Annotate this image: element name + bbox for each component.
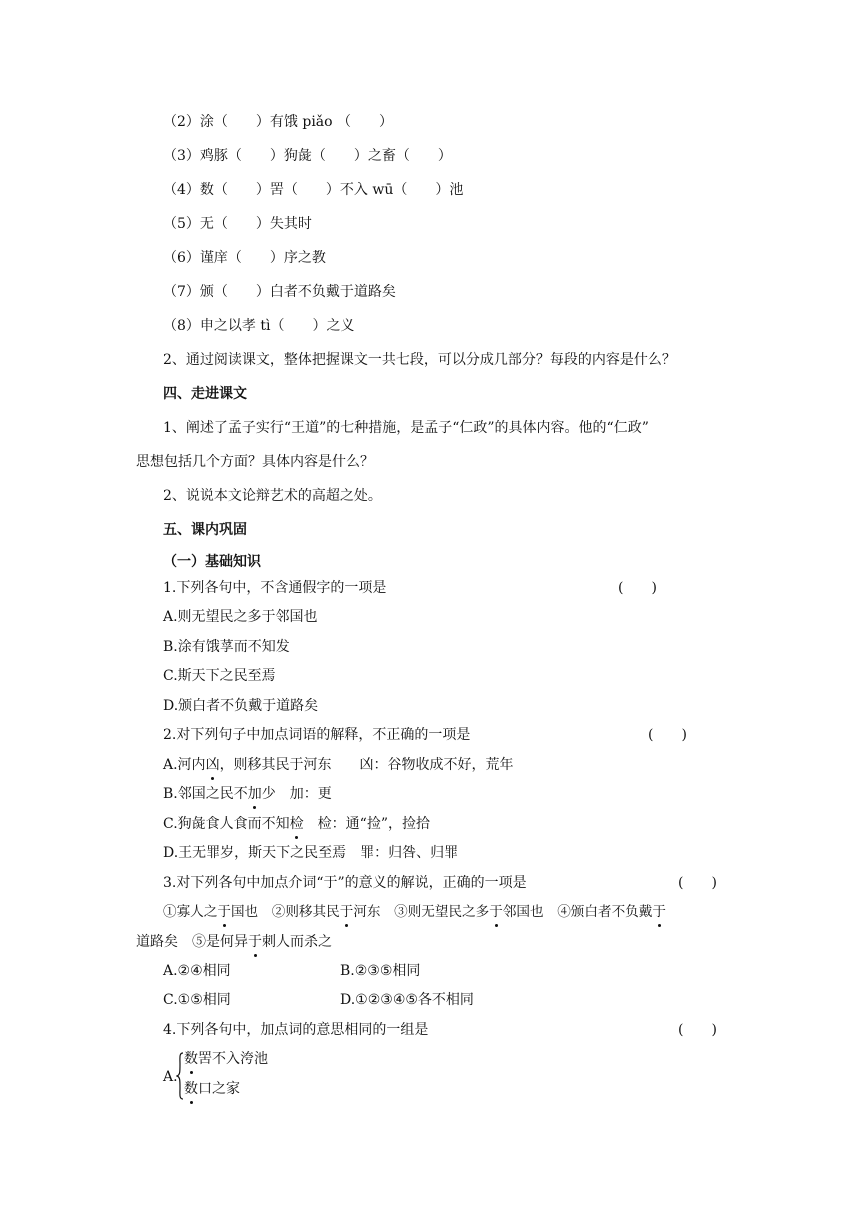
q3-answer-blank: ( ) (678, 875, 717, 891)
q4-bottom-rest: 口之家 (198, 1081, 240, 1097)
q3-stem: 3.对下列各句中加点介词“于”的意义的解说，正确的一项是 (163, 875, 527, 891)
q3-option-c: C.①⑤相同 (163, 992, 231, 1008)
q3-s2-dotted-yu: 于 (339, 904, 354, 920)
q3-sentences-line1 (163, 902, 666, 922)
q2-a-post: ，则移其民于河东 凶：谷物收成不好，荒年 (219, 757, 514, 773)
q3-s3-dotted-yu: 于 (489, 904, 503, 920)
q1-option-b: B.涂有饿莩而不知发 (163, 639, 290, 655)
q3-l2-c: 刺人而杀之 (262, 934, 332, 950)
q4-brace-icon (176, 1052, 184, 1100)
structure-question: 2、通过阅读课文，整体把握课文一共七段，可以分成几部分？每段的内容是什么？ (163, 352, 676, 368)
vocab-item-7: （7）颁（ ）白者不负戴于道路矣 (163, 284, 396, 300)
q2-answer-blank: ( ) (648, 727, 687, 743)
q3-s2-a: 国也 ②则移其民 (230, 904, 340, 920)
q2-option-d: D.王无罪岁，斯天下之民至焉 罪：归咎、归罪 (163, 845, 459, 861)
q4-top-rest: 罟不入洿池 (198, 1051, 268, 1067)
q1-stem: 1.下列各句中，不含通假字的一项是 (163, 580, 387, 596)
q2-c-post: 检：通“捡”，捡拾 (303, 816, 430, 832)
q1-option-c: C.斯天下之民至焉 (163, 668, 276, 684)
vocab-item-5: （5）无（ ）失其时 (163, 216, 312, 232)
q3-s1-dotted-yu: 于 (217, 904, 231, 920)
vocab-item-3: （3）鸡豚（ ）狗彘（ ）之畜（ ） (163, 148, 452, 164)
section-4-q1-line1: 1、阐述了孟子实行“王道”的七种措施，是孟子“仁政”的具体内容。他的“仁政” (163, 420, 649, 436)
q3-s5-dotted-yu: 于 (248, 934, 262, 950)
section-4-title: 四、走进课文 (163, 386, 247, 402)
q4-option-a-top (184, 1049, 268, 1069)
q2-stem: 2.对下列句子中加点词语的解释，不正确的一项是 (163, 727, 471, 743)
q2-b-pre: B.邻国之民不 (163, 786, 248, 802)
q3-s1-a: ①寡人之 (163, 904, 218, 920)
q3-sentences-line2 (136, 932, 332, 952)
section-4-q2: 2、说说本文论辩艺术的高超之处。 (163, 488, 382, 504)
q4-bottom-dotted-word: 数 (184, 1081, 198, 1097)
section-5-subtitle: （一）基础知识 (163, 554, 261, 570)
q1-option-d: D.颁白者不负戴于道路矣 (163, 698, 319, 714)
q2-option-b (163, 784, 332, 804)
vocab-item-4: （4）数（ ）罟（ ）不入 wū（ ）池 (163, 182, 464, 198)
q4-stem: 4.下列各句中，加点词的意思相同的一组是 (163, 1022, 429, 1038)
q3-s3-a: 河东 ③则无望民之多 (353, 904, 490, 920)
q3-s4-a: 邻国也 ④颁白者不负戴 (502, 904, 653, 920)
q4-answer-blank: ( ) (678, 1022, 717, 1038)
vocab-item-8: （8）申之以孝 tì（ ）之义 (163, 318, 355, 334)
q3-s4-dotted-yu: 于 (652, 904, 666, 920)
q2-option-a (163, 755, 514, 775)
q3-option-a: A.②④相同 (163, 963, 231, 979)
q2-b-post: 少 加：更 (261, 786, 332, 802)
vocab-item-6: （6）谨庠（ ）序之教 (163, 250, 326, 266)
vocab-item-2: （2）涂（ ）有饿 piǎo （ ） (163, 114, 394, 130)
q1-option-a: A.则无望民之多于邻国也 (163, 609, 318, 625)
q4-option-a-bottom (184, 1079, 240, 1099)
q3-option-b: B.②③⑤相同 (340, 963, 421, 979)
q2-option-c (163, 814, 430, 834)
q2-a-pre: A.河内 (163, 757, 206, 773)
section-4-q1-line2: 思想包括几个方面？具体内容是什么？ (136, 454, 374, 470)
q2-b-dotted-word: 加 (247, 786, 262, 802)
q3-option-d: D.①②③④⑤各不相同 (340, 992, 474, 1008)
q2-c-pre: C.狗彘食人食而不知 (163, 816, 290, 832)
q2-a-dotted-word: 凶 (205, 757, 220, 773)
q1-answer-blank: ( ) (618, 580, 657, 596)
q4-top-dotted-word: 数 (184, 1051, 198, 1067)
q4-option-a-label: A. (163, 1069, 178, 1085)
q2-c-dotted-word: 检 (289, 816, 304, 832)
section-5-title: 五、课内巩固 (163, 522, 247, 538)
q3-l2-a: 道路矣 ⑤是何异 (136, 934, 248, 950)
